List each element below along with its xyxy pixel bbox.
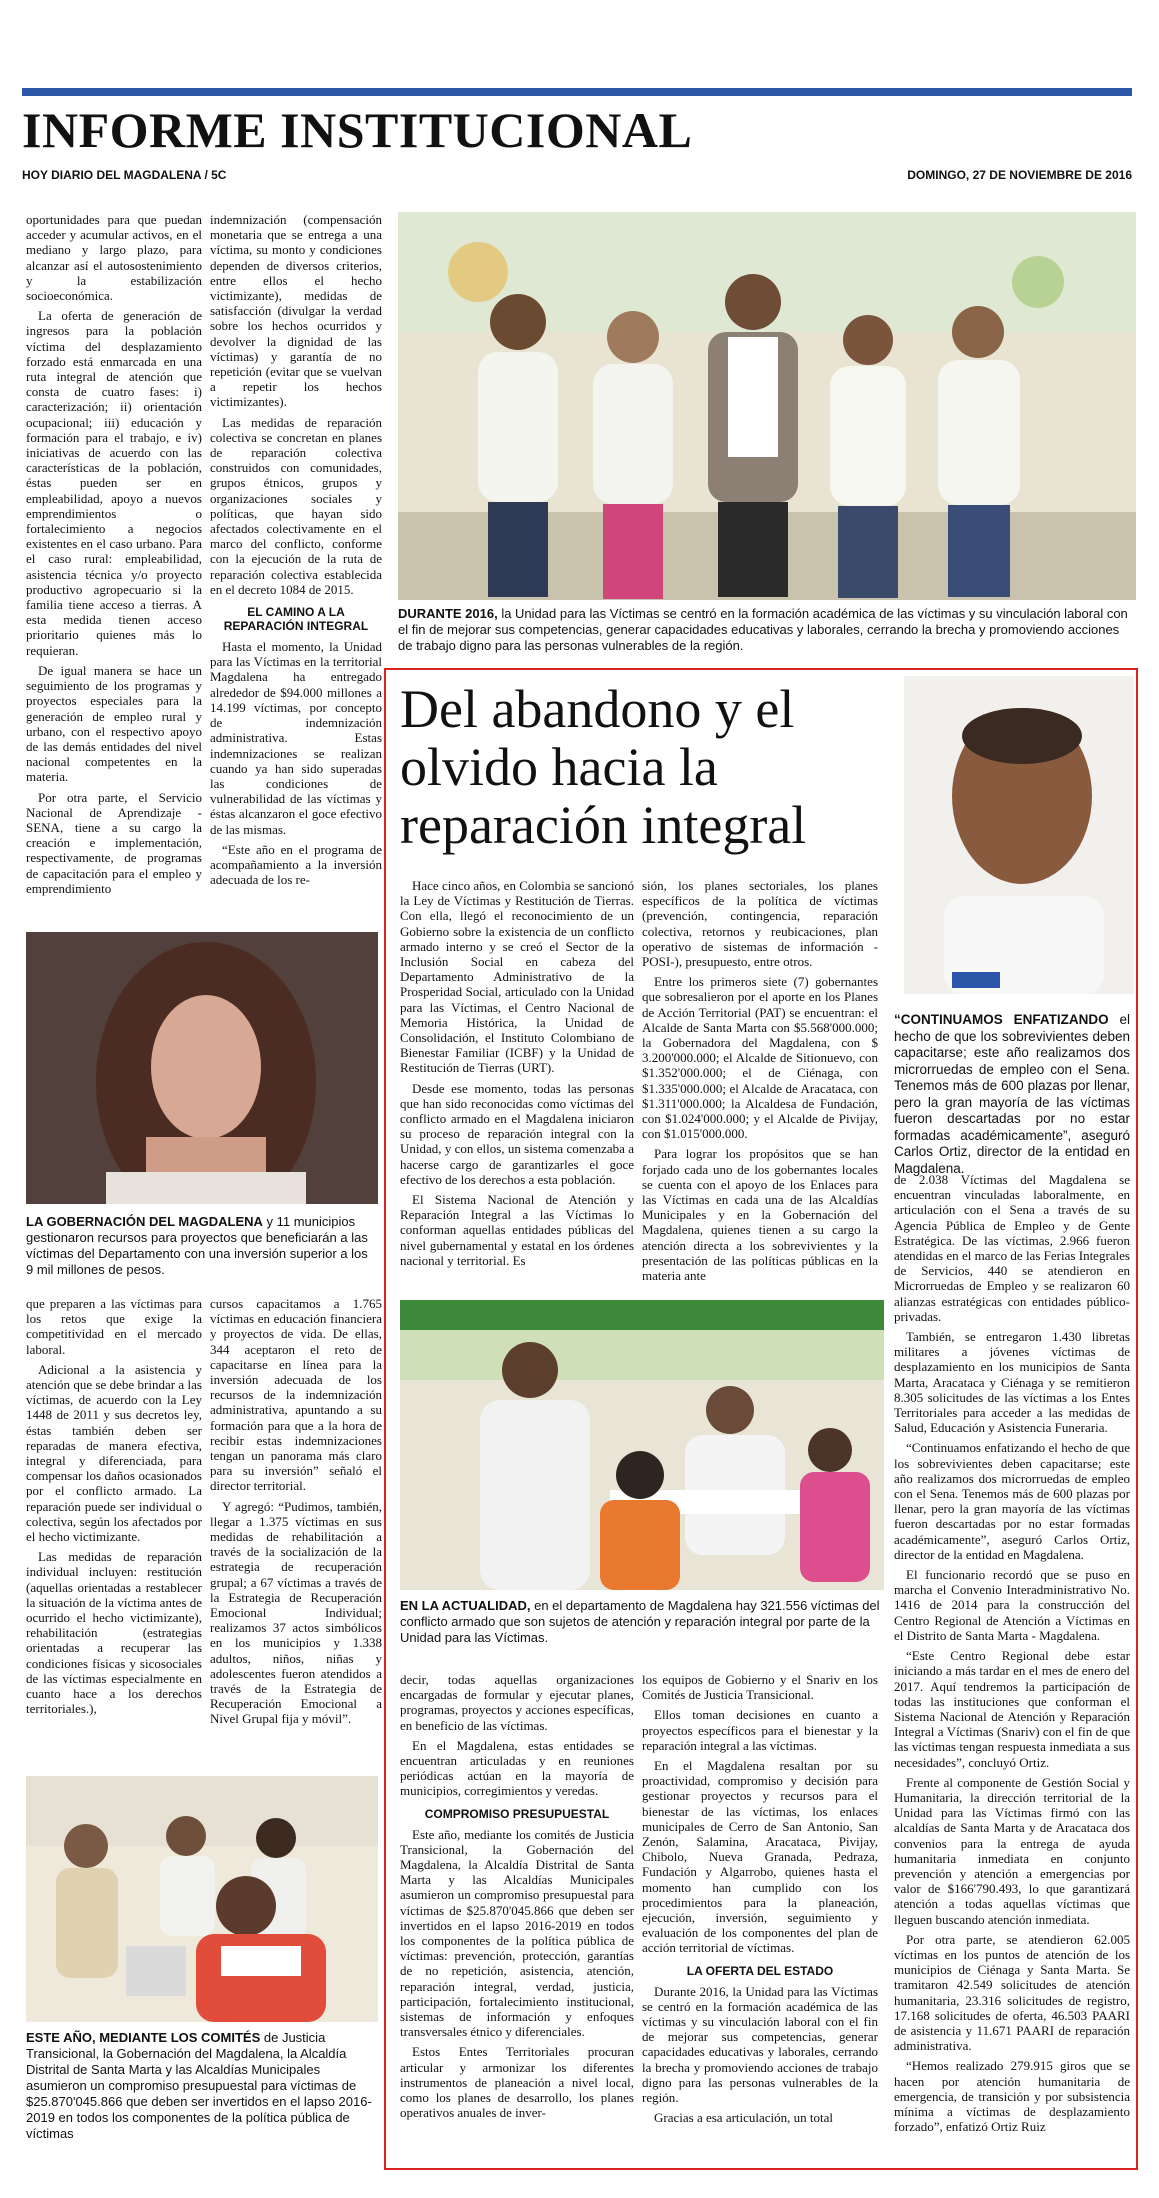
director-portrait-photo <box>904 676 1134 994</box>
caption-lead: ESTE AÑO, MEDIANTE LOS COMITÉS <box>26 2030 261 2045</box>
paragraph: El Sistema Nacional de Atención y Reparación Integral a las Víctimas lo conforman aquellas entidades públicas del nivel gubernamental y estatal en los órdenes nacional y territorial. Es <box>400 1192 634 1268</box>
woman-portrait-photo <box>26 932 378 1204</box>
paragraph: “Este Centro Regional debe estar iniciando a más tardar en el mes de enero del 2017. Aquí tendremos la participación de todas las instituciones que conforman el Sistema Nacional de Atención y Reparación Integral a Víctimas (Snariv) con el fin de que las víctimas tengan respuesta inmediata a sus necesidades”, concluyó Ortiz. <box>894 1648 1130 1770</box>
paragraph: Estos Entes Territoriales procuran articular y armonizar los diferentes instrumentos de planeación a nivel local, como los planes de desarrollo, los planes operativos anuales de inver- <box>400 2044 634 2121</box>
feature-column-e <box>642 1672 878 2130</box>
paragraph: Hace cinco años, en Colombia se sancionó la Ley de Víctimas y Restitución de Tierras. Con ella, llegó el reconocimiento de un Gobierno sobre la existencia de un conflicto armado interno y se creó el Sector de la Inclusión Social en cabeza del Departamento Administrativo de la Prosperidad Social, articulado con la Unidad para las Víctimas, el Centro Nacional de Memoria Histórica, la Unidad de Consolidación, el Instituto Colombiano de Bienestar Familiar (ICBF) y la Unidad de Restitución de Tierras (URT). <box>400 878 635 1076</box>
quote-text: el hecho de que los sobrevivientes deben capacitarse; este año realizamos dos microrruedas de empleo con el Sena. Tenemos más de 600 plazas por llenar, pero la gran mayoría de las víctimas fueron descartadas por no estar formadas académicamente”, aseguró Carlos Ortiz, director de la entidad en Magdalena. <box>894 1012 1130 1176</box>
paragraph: Durante 2016, la Unidad para las Víctimas se centró en la formación académica de las víctimas y su vinculación laboral con el fin de mejorar sus competencias, generar capacidades educativas y laborales, cerrando la brecha y promoviendo acciones de trabajo digno para las personas vulnerables de la región. <box>642 1983 878 2106</box>
paragraph: Y agregó: “Pudimos, también, llegar a 1.375 víctimas en sus medidas de rehabilitación a través de la socialización de la estrategia de recuperación grupal; a 67 víctimas a través de la Estrategia de Recuperación Emocional Individual; realizamos 37 actos simbólicos en los municipios y 1.338 adultos, niños, niñas y adolescentes fueron atendidos a través de la Estrategia de Recuperación Emocional a Nivel Grupal fija y móvil”. <box>210 1498 382 1727</box>
feature-column-d <box>400 1672 634 2125</box>
paragraph: En el Magdalena resaltan por su proactividad, compromiso y decisión para gestionar proyectos y recursos para el bienestar de las víctimas, los enlaces municipales de Cerro de San Antonio, San Zenón, Salamina, Aracataca, Pivijay, Chibolo, Nueva Granada, Pedraza, Fundación y Algarrobo, quienes hasta el momento han cumplido con los procedimientos para la planeación, ejecución, inversión, seguimiento y evaluación de los componentes del plan de acción territorial de víctimas. <box>642 1758 878 1956</box>
paragraph: los equipos de Gobierno y el Snariv en los Comités de Justicia Transicional. <box>642 1672 878 1703</box>
paragraph: Adicional a la asistencia y atención que se debe brindar a las víctimas, de acuerdo con la Ley 1448 de 2011 y sus decretos ley, éstas también deben ser reparadas de manera efectiva, integral y diferenciada, para compensar los daños ocasionados por el conflicto armado. La reparación puede ser individual o colectiva, según los afectados por el hecho victimizante. <box>26 1361 202 1545</box>
paragraph: Ellos toman decisiones en cuanto a proyectos específicos para el bienestar y la reparación integral a las víctimas. <box>642 1707 878 1753</box>
caption-text: y 11 municipios gestionaron recursos para proyectos que beneficiarán a las víctimas del Departamento con una inversión superior a los 9 mil millones de pesos. <box>26 1214 368 1277</box>
paragraph: Desde ese momento, todas las personas que han sido reconocidas como víctimas del conflicto armado en el Magdalena iniciaron su proceso de reparación integral con la Unidad, y con ellos, un sistema comenzaba a hacerse cargo de garantizarles el goce efectivo de los derechos a esta población. <box>400 1080 634 1187</box>
photo-caption-woman <box>26 1214 378 1278</box>
group-photo-top <box>398 212 1136 600</box>
paragraph: de 2.038 Víctimas del Magdalena se encuentran vinculadas laboralmente, en articulación con el Sena a través de su Agencia Pública de Empleo y de Gente Estratégica. De las víctimas, 2.966 fueron atendidas en el marco de las Ferias Integrales de Servicios, 440 se atendieron en Microrruedas de Empleo y se realizaron 60 alianzas estratégicas con entidades público-privadas. <box>894 1172 1130 1324</box>
paragraph: “Hemos realizado 279.915 giros que se hacen por atención humanitaria de emergencia, de transición y por subsistencia mínima a víctimas de desplazamiento forzado”, enfatizó Ortiz Ruiz <box>894 2058 1130 2135</box>
paragraph: Por otra parte, se atendieron 62.005 víctimas en los puntos de atención de los municipios de Ciénaga y Santa Marta. Se tramitaron 42.549 solicitudes de atención humanitaria, 23.316 solicitudes de registro, 17.168 solicitudes de oferta, 46.503 PAARI de asistencia y 11.671 PAARI de reparación administrativa. <box>894 1931 1130 2054</box>
paragraph: “Continuamos enfatizando el hecho de que los sobrevivientes deben capacitarse; este año realizamos dos microrruedas de empleo con el Sena. Tenemos más de 600 plazas por llenar, pero la gran mayoría de las víctimas fueron descartadas por no estar formadas académicamente”, aseguró Carlos Ortiz, director de la entidad en Magdalena. <box>894 1440 1130 1562</box>
feature-column-b <box>642 878 878 1288</box>
paragraph: Por otra parte, el Servicio Nacional de Aprendizaje - SENA, tiene a su cargo la creación e implementación, respectivamente, de programas de capacitación para el empleo y emprendimiento <box>26 789 202 896</box>
section-title: INFORME INSTITUCIONAL <box>22 102 693 158</box>
paragraph: Frente al componente de Gestión Social y Humanitaria, la dirección territorial de la Unidad para las Víctimas firmó con las alcaldías de Santa Marta y de Aracataca dos convenios para la entrega de ayuda humanitaria inmediata en conjunto prevención y atención a emergencias por valor de $166'790.493, lo que garantizará atención a todas aquellas víctimas que lleguen buscando atención inmediata. <box>894 1774 1130 1927</box>
subheading: COMPROMISO PRESUPUESTAL <box>424 1806 610 1821</box>
caption-lead: DURANTE 2016, <box>398 606 498 621</box>
paragraph: En el Magdalena, estas entidades se encuentran articuladas y en reuniones periódicas actúan en la mayoría de municipios, corregimientos y veredas. <box>400 1737 634 1799</box>
caption-lead: EN LA ACTUALIDAD, <box>400 1598 531 1613</box>
paragraph: indemnización (compensación monetaria que se entrega a una víctima, su monto y condiciones dependen de diversos criterios, entre ellos el hecho victimizante), medidas de satisfacción (divulgar la verdad sobre los hechos ocurridos y devolver la dignidad de las víctimas) y garantía de no repetición (evitar que se vuelvan a repetir los hechos victimizantes). <box>210 212 382 410</box>
paragraph: También, se entregaron 1.430 libretas militares a jóvenes víctimas de desplazamiento en los municipios de Santa Marta, Aracataca y Ciénaga y se remitieron 8.305 solicitudes de las víctimas a los Entes Territoriales para acceder a las medidas de Salud, Educación y Asistencia Funeraria. <box>894 1329 1130 1436</box>
paragraph: Gracias a esa articulación, un total <box>654 2110 834 2126</box>
paragraph: cursos capacitamos a 1.765 víctimas en educación financiera y proyectos de vida. De ellas, 344 aceptaron el reto de capacitarse en línea para la inversión adecuada de los recursos de la indemnización administrativa, apuntando a su formación para que a la hora de recibir estas indemnizaciones tengan un panorama más claro para su inversión” señaló el director territorial. <box>210 1296 382 1494</box>
subheading: LA OFERTA DEL ESTADO <box>686 1963 834 1978</box>
paragraph: que preparen a las víctimas para los retos que exige la competitividad en el mercado laboral. <box>26 1296 202 1357</box>
column-1-mid <box>26 1296 202 1721</box>
issue-date: DOMINGO, 27 DE NOVIEMBRE DE 2016 <box>907 168 1132 182</box>
paragraph: oportunidades para que puedan acceder y acumular activos, en el mediano y largo plazo, para alcanzar así el autosostenimiento y la estabilización socioeconómica. <box>26 212 202 304</box>
column-2-top <box>210 212 382 892</box>
feature-headline: Del abandono y el olvido hacia la reparación integral <box>400 679 807 855</box>
column-2-low <box>210 1296 382 1732</box>
paragraph: Para lograr los propósitos que se han forjado cada uno de los gobernantes locales se cuenta con el apoyo de los Enlaces para las Víctimas en cada una de las Alcaldías Municipales y en la Gobernación del Magdalena, quienes tienen a su cargo la atención directa a los sobrevivientes y la presentación de las políticas públicas en la materia ante <box>642 1146 878 1284</box>
paragraph: sión, los planes sectoriales, los planes específicos de la política de víctimas (prevención, contingencia, reparación colectiva, retornos y reubicaciones, plan operativo de sistemas de información -POSI-), presupuesto, entre otros. <box>642 878 878 970</box>
photo-caption-bottom-left <box>26 2030 378 2142</box>
masthead-rule <box>22 88 1132 96</box>
masthead <box>22 102 1132 158</box>
caption-text: en el departamento de Magdalena hay 321.556 víctimas del conflicto armado que son sujetos de atención y reparación integral por parte de la Unidad para las Víctimas. <box>400 1598 880 1645</box>
paragraph: Hasta el momento, la Unidad para las Víctimas en la territorial Magdalena ha entregado alrededor de $94.000 millones a 14.199 víctimas, por concepto de indemnización administrativa. Estas indemnizaciones se realizan cuando ya han sido superadas las condiciones de vulnerabilidad de las víctimas y éstas alcanzaron el goce efectivo de las mismas. <box>210 639 382 837</box>
service-fair-photo <box>400 1300 884 1590</box>
meeting-photo-bottom-left <box>26 1776 378 2022</box>
photo-caption-top <box>398 606 1136 654</box>
caption-text: la Unidad para las Víctimas se centró en la formación académica de las víctimas y su vinculación laboral con el fin de mejorar sus competencias, generar capacidades educativas y laborales, cerrando la brecha y promoviendo acciones de trabajo digno para las personas vulnerables de la región. <box>398 606 1128 653</box>
paragraph: Las medidas de reparación individual incluyen: restitución (aquellas orientadas a restablecer la situación de la víctima antes de ocurrido el hecho victimizante), rehabilitación (estrategias orientadas a recuperar las condiciones físicas y sicosociales de las víctimas especialmente en cuanto hace a los derechos territoriales.), <box>26 1549 202 1717</box>
subheading: EL CAMINO A LA REPARACIÓN INTEGRAL <box>223 605 369 634</box>
photo-caption-feature <box>400 1598 884 1646</box>
paragraph: El funcionario recordó que se puso en marcha el Convenio Interadministrativo No. 1416 de 2014 para la construcción del Centro Regional de Atención a Víctimas en el Distrito de Santa Marta - Magdalena. <box>894 1567 1130 1643</box>
caption-text: de Justicia Transicional, la Gobernación del Magdalena, la Alcaldía Distrital de Santa Marta y las Alcaldías Municipales asumieron un compromiso presupuestal para víctimas de $25.870'045.866 que deben ser invertidos en el lapso 2016-2019 en todos los componentes de la política pública de víctimas <box>26 2030 372 2141</box>
pull-quote <box>894 1012 1130 1177</box>
section-page-label: HOY DIARIO DEL MAGDALENA / 5C <box>22 168 227 182</box>
paragraph: De igual manera se hace un seguimiento de los programas y proyectos especiales para la generación de empleo rural y urbano, con el respectivo apoyo de las demás entidades del nivel nacional competentes en la materia. <box>26 662 202 785</box>
paragraph: Entre los primeros siete (7) gobernantes que sobresalieron por el aporte en los Planes de Acción Territorial (PAT) se encuentran: el Alcalde de Santa Marta con $5.568'000.000; la Gobernadora del Magdalena, con $ 3.200'000.000; el Alcalde de Sitionuevo, con $1.352'000.000; el de Ciénaga, con $1.335'000.000; el Alcalde de Aracataca, con $1.311'000.000; la Alcaldesa de Fundación, con $1.024'000.000; y el Alcalde de Pivijay, con $1.015'000.000. <box>642 974 878 1142</box>
caption-lead: LA GOBERNACIÓN DEL MAGDALENA <box>26 1214 263 1229</box>
feature-column-a <box>400 878 634 1273</box>
quote-lead: “CONTINUAMOS ENFATIZANDO <box>894 1012 1109 1027</box>
paragraph: “Este año en el programa de acompañamiento a la inversión adecuada de los re- <box>210 841 382 888</box>
paragraph: decir, todas aquellas organizaciones encargadas de formular y ejecutar planes, programas, proyectos y acciones específicas, en beneficio de las víctimas. <box>400 1672 634 1733</box>
column-1-top <box>26 212 202 901</box>
paragraph: Las medidas de reparación colectiva se concretan en planes de reparación colectiva construidos con comunidades, grupos étnicos, grupos y organizaciones sociales y políticas, que hayan sido afectados colectivamente en el marco del conflicto, conforme con la ejecución de la ruta de reparación colectiva establecida en el decreto 1084 de 2015. <box>210 414 382 597</box>
feature-column-c <box>894 1172 1130 2139</box>
paragraph: La oferta de generación de ingresos para la población víctima del desplazamiento forzado está enmarcada en una ruta integral de atención que consta de cuatro fases: i) caracterización; ii) orientación ocupacional; iii) educación y formación para el trabajo, e iv) iniciativas de acuerdo con las características de la población, éstas pueden ser en empleabilidad, apoyo a nuevos emprendimientos o fortalecimiento a negocios existentes en el caso urbano. Para el caso rural: empleabilidad, asistencia técnica y/o proyecto productivo agropecuario si la familia tiene acceso a tierras. A esta medida tienen acceso prioritario quienes más lo requieran. <box>26 308 202 658</box>
paragraph: Este año, mediante los comités de Justicia Transicional, la Gobernación del Magdalena, la Alcaldía Distrital de Santa Marta y las Alcaldías Municipales asumieron un compromiso presupuestal para víctimas de $25.870'045.866 que deben ser invertidos en el lapso 2016-2019 en todos los componentes de la política pública de víctimas: prevención, protección, garantías de no repetición, asistencia, atención, reparación integral, verdad, justicia, participación, fortalecimiento institucional, sistemas de información y enfoques transversales étnico y diferenciales. <box>400 1826 634 2040</box>
